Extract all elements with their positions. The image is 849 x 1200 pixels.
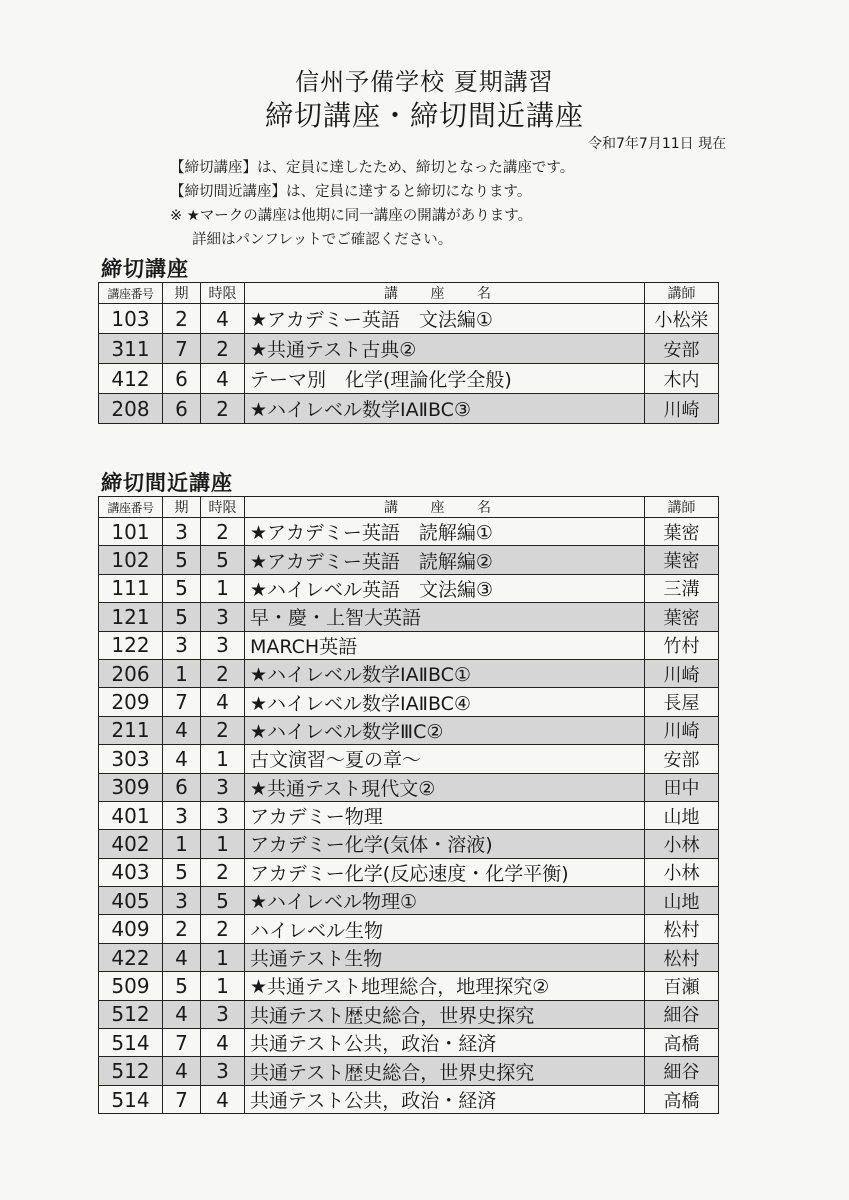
course-number: 122 — [99, 631, 163, 659]
course-slot: 3 — [201, 773, 245, 801]
course-period: 7 — [163, 688, 201, 716]
course-teacher: 木内 — [645, 364, 719, 394]
course-period: 1 — [163, 830, 201, 858]
course-number: 206 — [99, 659, 163, 687]
course-teacher: 葉密 — [645, 603, 719, 631]
course-slot: 1 — [201, 830, 245, 858]
course-slot: 3 — [201, 801, 245, 829]
note-details: 詳細はパンフレットでご確認ください。 — [192, 232, 453, 248]
course-teacher: 田中 — [645, 773, 719, 801]
header-period: 期 — [163, 283, 201, 304]
course-number: 101 — [99, 518, 163, 546]
course-teacher: 川崎 — [645, 716, 719, 744]
course-name: ★アカデミー英語 文法編① — [245, 304, 645, 334]
table-row — [99, 801, 719, 829]
course-period: 5 — [163, 972, 201, 1000]
table-row — [99, 915, 719, 943]
course-period: 4 — [163, 716, 201, 744]
course-teacher: 小林 — [645, 830, 719, 858]
near-closing-courses-table — [98, 496, 719, 1114]
course-period: 5 — [163, 574, 201, 602]
course-name: ★ハイレベル数学ⅠAⅡBC③ — [245, 394, 645, 424]
course-period: 3 — [163, 631, 201, 659]
course-slot: 2 — [201, 334, 245, 364]
section-heading-near: 締切間近講座 — [101, 471, 233, 495]
course-teacher: 川崎 — [645, 394, 719, 424]
course-period: 3 — [163, 887, 201, 915]
course-name: ★アカデミー英語 読解編① — [245, 518, 645, 546]
table-row — [99, 334, 719, 364]
course-name: アカデミー化学(気体・溶液) — [245, 830, 645, 858]
course-slot: 4 — [201, 1029, 245, 1057]
course-teacher: 百瀬 — [645, 972, 719, 1000]
course-number: 422 — [99, 943, 163, 971]
course-name: 共通テスト公共，政治・経済 — [245, 1085, 645, 1113]
course-name: ★ハイレベル物理① — [245, 887, 645, 915]
table-row — [99, 394, 719, 424]
course-teacher: 小松栄 — [645, 304, 719, 334]
course-slot: 4 — [201, 1085, 245, 1113]
course-teacher: 川崎 — [645, 659, 719, 687]
course-name: ★共通テスト地理総合，地理探究② — [245, 972, 645, 1000]
course-number: 311 — [99, 334, 163, 364]
course-slot: 5 — [201, 887, 245, 915]
table-row — [99, 1057, 719, 1085]
course-period: 4 — [163, 943, 201, 971]
table-row — [99, 1085, 719, 1113]
table-row — [99, 631, 719, 659]
course-number: 402 — [99, 830, 163, 858]
course-period: 2 — [163, 915, 201, 943]
course-number: 121 — [99, 603, 163, 631]
course-slot: 2 — [201, 716, 245, 744]
course-name: ハイレベル生物 — [245, 915, 645, 943]
course-number: 514 — [99, 1085, 163, 1113]
header-course-name: 講 座 名 — [245, 283, 645, 304]
course-period: 6 — [163, 773, 201, 801]
course-slot: 2 — [201, 915, 245, 943]
header-number: 講座番号 — [99, 283, 163, 304]
table-header-row — [99, 283, 719, 304]
course-slot: 3 — [201, 1000, 245, 1028]
table-header-row — [99, 497, 719, 518]
course-name: 共通テスト公共，政治・経済 — [245, 1029, 645, 1057]
course-teacher: 細谷 — [645, 1000, 719, 1028]
course-period: 4 — [163, 1057, 201, 1085]
course-teacher: 細谷 — [645, 1057, 719, 1085]
course-name: テーマ別 化学(理論化学全般) — [245, 364, 645, 394]
table-row — [99, 773, 719, 801]
course-number: 405 — [99, 887, 163, 915]
course-number: 509 — [99, 972, 163, 1000]
course-number: 103 — [99, 304, 163, 334]
course-number: 403 — [99, 858, 163, 886]
course-slot: 4 — [201, 364, 245, 394]
section-heading-closed: 締切講座 — [101, 257, 189, 281]
course-slot: 2 — [201, 394, 245, 424]
course-number: 303 — [99, 745, 163, 773]
course-slot: 2 — [201, 858, 245, 886]
page-title: 信州予備学校 夏期講習 — [295, 68, 554, 96]
table-row — [99, 943, 719, 971]
course-period: 6 — [163, 394, 201, 424]
course-number: 512 — [99, 1057, 163, 1085]
table-row — [99, 972, 719, 1000]
course-teacher: 安部 — [645, 334, 719, 364]
note-star: ※ ★マークの講座は他期に同一講座の開講があります。 — [170, 208, 533, 224]
course-period: 7 — [163, 1085, 201, 1113]
table-row — [99, 887, 719, 915]
course-number: 412 — [99, 364, 163, 394]
course-number: 514 — [99, 1029, 163, 1057]
course-name: 共通テスト歴史総合，世界史探究 — [245, 1057, 645, 1085]
course-period: 5 — [163, 546, 201, 574]
header-number: 講座番号 — [99, 497, 163, 518]
course-teacher: 三溝 — [645, 574, 719, 602]
table-row — [99, 1029, 719, 1057]
course-name: ★ハイレベル数学ⅢC② — [245, 716, 645, 744]
course-slot: 3 — [201, 603, 245, 631]
course-teacher: 安部 — [645, 745, 719, 773]
course-number: 209 — [99, 688, 163, 716]
course-name: 共通テスト歴史総合，世界史探究 — [245, 1000, 645, 1028]
course-period: 5 — [163, 603, 201, 631]
table-row — [99, 304, 719, 334]
course-name: ★ハイレベル英語 文法編③ — [245, 574, 645, 602]
course-slot: 3 — [201, 631, 245, 659]
course-period: 7 — [163, 334, 201, 364]
course-name: 共通テスト生物 — [245, 943, 645, 971]
note-closed: 【締切講座】は、定員に達したため、締切となった講座です。 — [170, 160, 575, 176]
course-slot: 2 — [201, 659, 245, 687]
course-number: 409 — [99, 915, 163, 943]
course-name: 早・慶・上智大英語 — [245, 603, 645, 631]
course-teacher: 高橋 — [645, 1029, 719, 1057]
course-number: 111 — [99, 574, 163, 602]
table-row — [99, 518, 719, 546]
header-course-name: 講 座 名 — [245, 497, 645, 518]
course-slot: 4 — [201, 688, 245, 716]
course-slot: 1 — [201, 943, 245, 971]
course-name: アカデミー物理 — [245, 801, 645, 829]
course-slot: 1 — [201, 972, 245, 1000]
course-name: ★共通テスト現代文② — [245, 773, 645, 801]
course-period: 4 — [163, 1000, 201, 1028]
table-row — [99, 603, 719, 631]
table-row — [99, 716, 719, 744]
course-number: 208 — [99, 394, 163, 424]
table-row — [99, 546, 719, 574]
course-number: 309 — [99, 773, 163, 801]
table-row — [99, 574, 719, 602]
course-name: ★共通テスト古典② — [245, 334, 645, 364]
course-name: 古文演習～夏の章～ — [245, 745, 645, 773]
table-row — [99, 364, 719, 394]
course-number: 512 — [99, 1000, 163, 1028]
course-teacher: 葉密 — [645, 518, 719, 546]
header-period: 期 — [163, 497, 201, 518]
course-number: 102 — [99, 546, 163, 574]
course-teacher: 松村 — [645, 915, 719, 943]
course-number: 401 — [99, 801, 163, 829]
course-name: ★アカデミー英語 読解編② — [245, 546, 645, 574]
course-slot: 4 — [201, 304, 245, 334]
course-teacher: 長屋 — [645, 688, 719, 716]
table-row — [99, 659, 719, 687]
course-name: MARCH英語 — [245, 631, 645, 659]
table-row — [99, 830, 719, 858]
course-period: 3 — [163, 801, 201, 829]
course-teacher: 高橋 — [645, 1085, 719, 1113]
note-near: 【締切間近講座】は、定員に達すると締切になります。 — [170, 184, 532, 200]
course-period: 5 — [163, 858, 201, 886]
course-number: 211 — [99, 716, 163, 744]
header-teacher: 講師 — [645, 283, 719, 304]
course-teacher: 松村 — [645, 943, 719, 971]
course-name: アカデミー化学(反応速度・化学平衡) — [245, 858, 645, 886]
course-teacher: 葉密 — [645, 546, 719, 574]
course-teacher: 山地 — [645, 801, 719, 829]
closed-courses-table — [98, 282, 719, 424]
as-of-date: 令和7年7月11日 現在 — [588, 136, 727, 152]
course-period: 2 — [163, 304, 201, 334]
header-slot: 時限 — [201, 283, 245, 304]
course-slot: 5 — [201, 546, 245, 574]
course-slot: 1 — [201, 745, 245, 773]
course-teacher: 竹村 — [645, 631, 719, 659]
course-period: 1 — [163, 659, 201, 687]
course-period: 3 — [163, 518, 201, 546]
course-teacher: 山地 — [645, 887, 719, 915]
table-row — [99, 688, 719, 716]
course-name: ★ハイレベル数学ⅠAⅡBC④ — [245, 688, 645, 716]
table-row — [99, 745, 719, 773]
course-slot: 2 — [201, 518, 245, 546]
notes — [170, 156, 574, 252]
table-row — [99, 858, 719, 886]
course-period: 4 — [163, 745, 201, 773]
page-subtitle: 締切講座・締切間近講座 — [264, 99, 584, 132]
course-slot: 3 — [201, 1057, 245, 1085]
course-period: 7 — [163, 1029, 201, 1057]
table-row — [99, 1000, 719, 1028]
course-name: ★ハイレベル数学ⅠAⅡBC① — [245, 659, 645, 687]
course-period: 6 — [163, 364, 201, 394]
course-teacher: 小林 — [645, 858, 719, 886]
header-slot: 時限 — [201, 497, 245, 518]
header-teacher: 講師 — [645, 497, 719, 518]
course-slot: 1 — [201, 574, 245, 602]
